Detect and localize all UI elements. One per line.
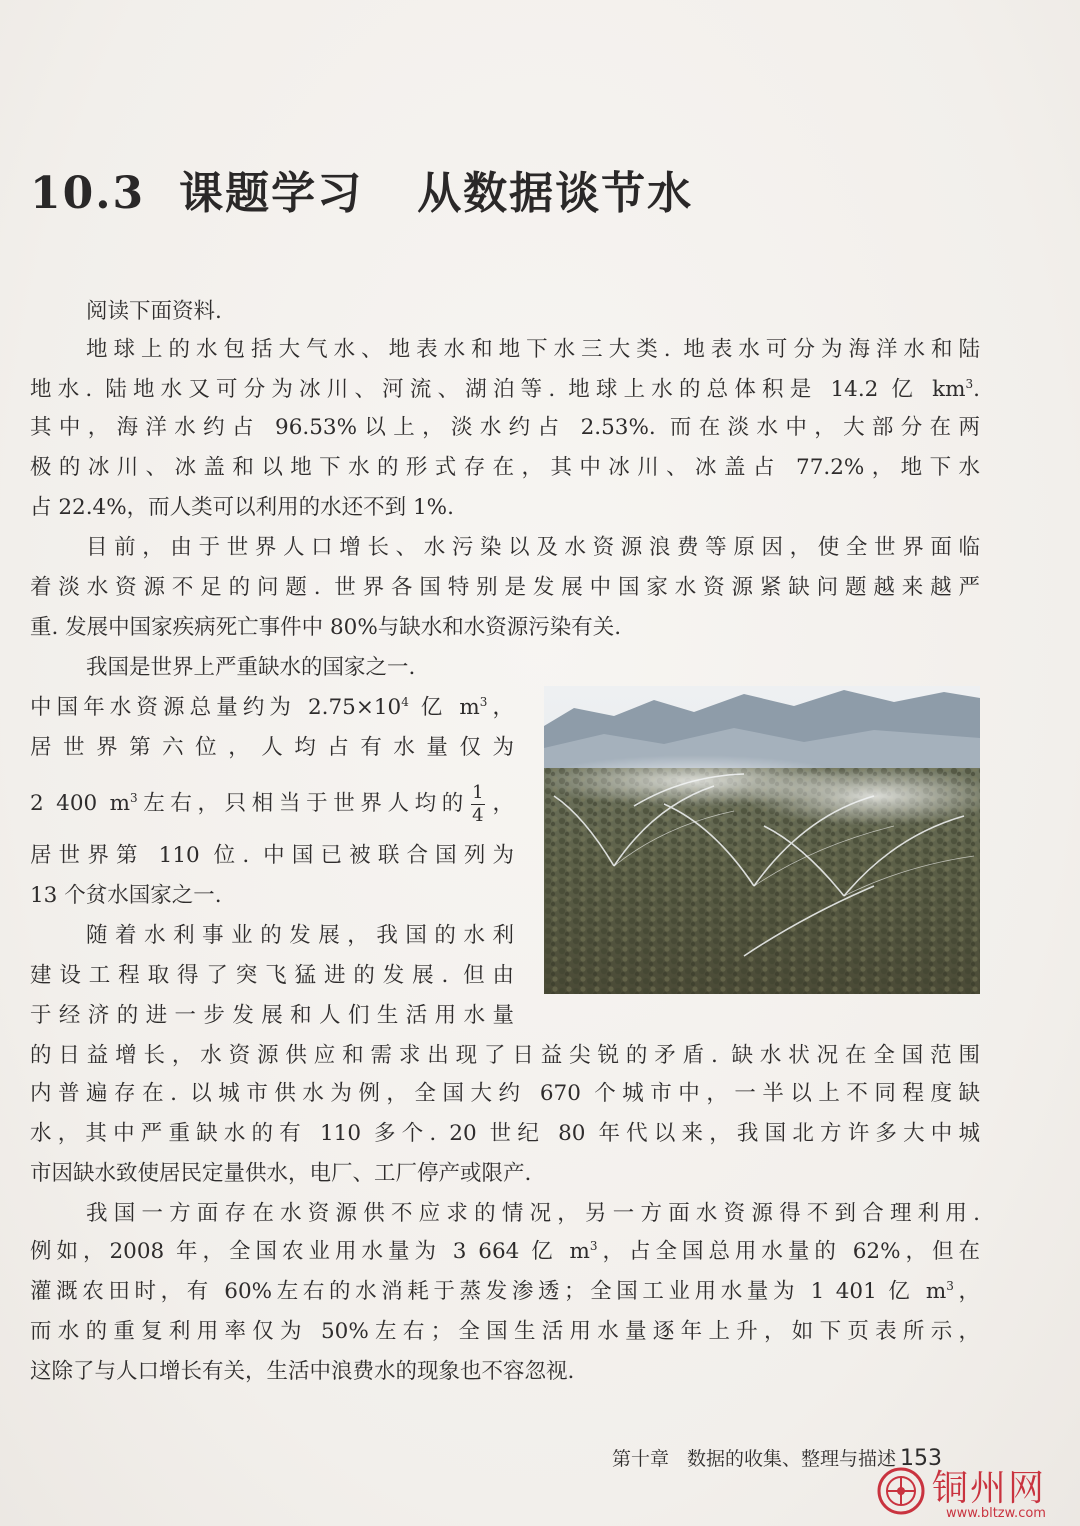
paragraph-line: 的日益增长，水资源供应和需求出现了日益尖锐的矛盾. 缺水状况在全国范围 bbox=[30, 1043, 980, 1068]
paragraph-line: 着淡水资源不足的问题. 世界各国特别是发展中国家水资源紧缺问题越来越严 bbox=[30, 575, 980, 600]
paragraph-line: 中国年水资源总量约为 $2.75\times 10^4$ 亿 $m^3$， bbox=[30, 694, 514, 720]
paragraph-line: 13 个贫水国家之一. bbox=[30, 883, 222, 908]
paragraph-line: 内普遍存在. 以城市供水为例，全国大约 670 个城市中，一半以上不同程度缺 bbox=[30, 1081, 980, 1106]
paragraph-line: 市因缺水致使居民定量供水，电厂、工厂停产或限产. bbox=[30, 1161, 532, 1186]
paragraph-line: 居世界第 110 位. 中国已被联合国列为 bbox=[30, 843, 514, 868]
paragraph-line: 2 400 $m^3$左右，只相当于世界人均的 $\frac{1}{4}$ ， bbox=[30, 782, 514, 826]
footer-chapter: 第十章 bbox=[612, 1448, 670, 1470]
page-number: 153 bbox=[900, 1446, 943, 1471]
section-number: 10.3 bbox=[30, 168, 146, 220]
sprinkler-irrigation-photo bbox=[544, 686, 980, 994]
paragraph-line: 例如，2008 年，全国农业用水量为 3 664 亿 $m^3$，占全国总用水量的 62%，但在 bbox=[30, 1238, 980, 1264]
watermark-name: 铜州网 bbox=[932, 1468, 1047, 1509]
paragraph-line: 重. 发展中国家疾病死亡事件中 80%与缺水和水资源污染有关. bbox=[30, 615, 622, 640]
paragraph-line: 地球上的水包括大气水、地表水和地下水三大类. 地表水可分为海洋水和陆 bbox=[86, 337, 980, 362]
paragraph-line: 于经济的进一步发展和人们生活用水量 bbox=[30, 1003, 514, 1028]
paragraph-line: 建设工程取得了突飞猛进的发展. 但由 bbox=[30, 963, 514, 988]
section-title-part1: 课题学习 bbox=[179, 168, 364, 220]
paragraph-line: 目前，由于世界人口增长、水污染以及水资源浪费等原因，使全世界面临 bbox=[86, 535, 980, 560]
watermark-url: www.bltzw.com bbox=[946, 1506, 1046, 1521]
fraction-one-quarter: $\frac{1}{4}$ bbox=[472, 782, 484, 826]
paragraph-line: 我国一方面存在水资源供不应求的情况，另一方面水资源得不到合理利用. bbox=[86, 1201, 980, 1226]
paragraph-line: 居世界第六位，人均占有水量仅为 bbox=[30, 735, 514, 760]
paragraph-line: 水，其中严重缺水的有 110 多个. 20 世纪 80 年代以来，我国北方许多大中城 bbox=[30, 1121, 980, 1146]
paragraph-line: 这除了与人口增长有关，生活中浪费水的现象也不容忽视. bbox=[30, 1359, 575, 1384]
paragraph-line: 而水的重复利用率仅为 50%左右；全国生活用水量逐年上升，如下页表所示， bbox=[30, 1319, 980, 1344]
paragraph-line: 地水. 陆地水又可分为冰川、河流、湖泊等. 地球上水的总体积是 14.2 亿 $km^3$. bbox=[30, 376, 980, 402]
watermark-seal-icon bbox=[876, 1466, 926, 1516]
paragraph-line: 极的冰川、冰盖和以地下水的形式存在，其中冰川、冰盖占 77.2%，地下水 bbox=[30, 455, 980, 480]
paragraph-line: 其中，海洋水约占 96.53%以上，淡水约占 2.53%. 而在淡水中，大部分在两 bbox=[30, 415, 980, 440]
paragraph-line: 占 22.4%，而人类可以利用的水还不到 1%. bbox=[30, 495, 454, 520]
site-watermark bbox=[876, 1462, 1076, 1524]
paragraph-line: 灌溉农田时，有 60%左右的水消耗于蒸发渗透；全国工业用水量为 1 401 亿 $m^3$， bbox=[30, 1278, 980, 1304]
footer-chapter-title: 数据的收集、整理与描述 bbox=[687, 1448, 897, 1470]
paragraph-line: 我国是世界上严重缺水的国家之一. bbox=[86, 655, 416, 680]
paragraph-line: 随着水利事业的发展，我国的水利 bbox=[86, 923, 514, 948]
intro-line: 阅读下面资料. bbox=[86, 299, 222, 324]
section-title-part2: 从数据谈节水 bbox=[417, 168, 694, 220]
